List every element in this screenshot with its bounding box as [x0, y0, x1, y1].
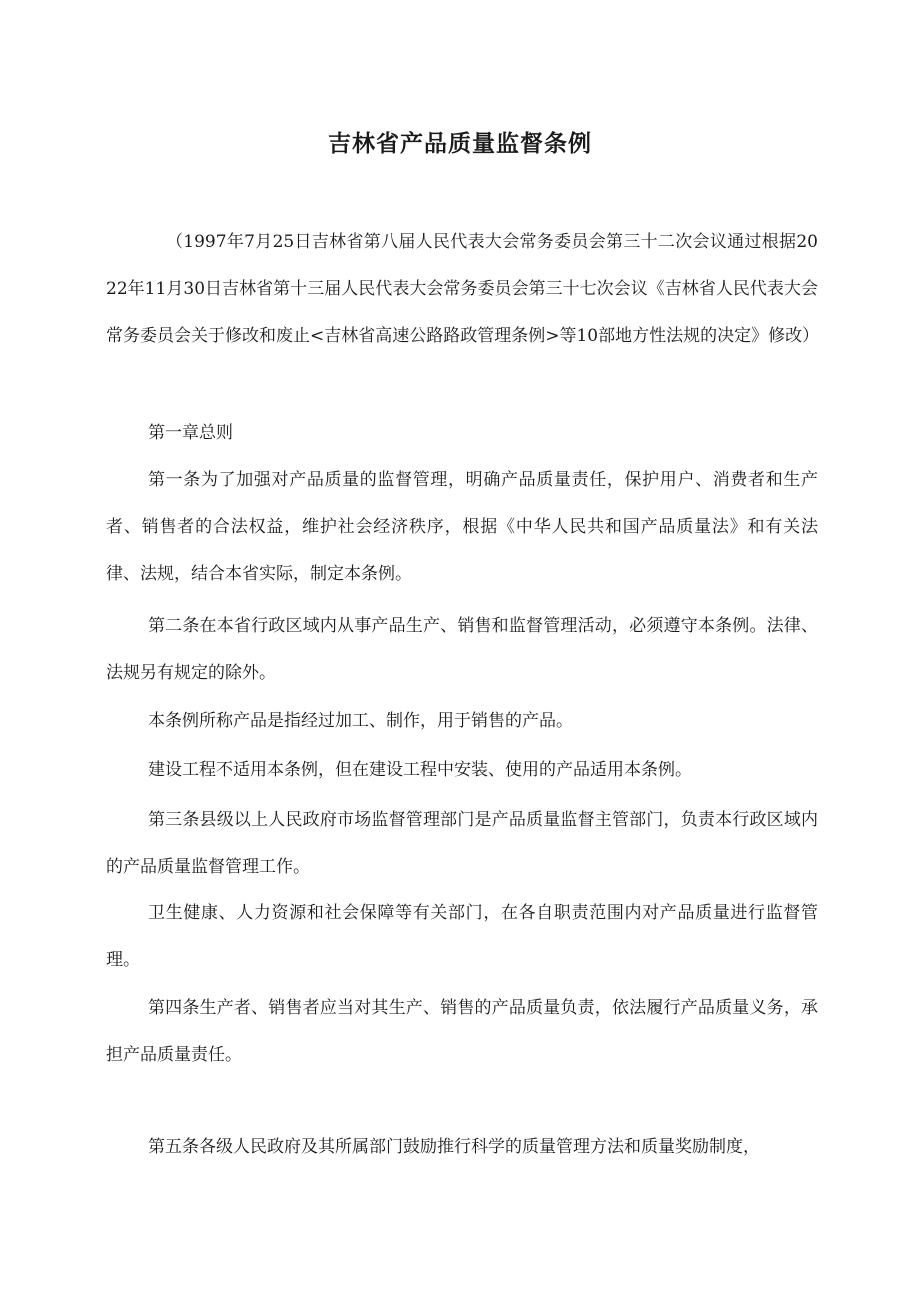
document-title: 吉林省产品质量监督条例	[328, 131, 592, 157]
article-1: 第一条为了加强对产品质量的监督管理，明确产品质量责任，保护用户、消费者和生产者、销售者的合法权益，维护社会经济秩序，根据《中华人民共和国产品质量法》和有关法律、法规，结合本省实际，制定本条例。	[106, 470, 818, 584]
article-3-para-2: 卫生健康、人力资源和社会保障等有关部门，在各自职责范围内对产品质量进行监督管理。	[106, 903, 818, 970]
chapter-heading: 第一章总则	[148, 423, 233, 443]
article-3: 第三条县级以上人民政府市场监督管理部门是产品质量监督主管部门，负责本行政区域内的产品质量监督管理工作。	[106, 810, 818, 877]
article-4: 第四条生产者、销售者应当对其生产、销售的产品质量负责，依法履行产品质量义务，承担产品质量责任。	[106, 998, 818, 1065]
article-2-para-3: 建设工程不适用本条例，但在建设工程中安装、使用的产品适用本条例。	[148, 760, 692, 780]
article-2: 第二条在本省行政区域内从事产品生产、销售和监督管理活动，必须遵守本条例。法律、法规另有规定的除外。	[106, 616, 818, 683]
article-5: 第五条各级人民政府及其所属部门鼓励推行科学的质量管理方法和质量奖励制度，	[148, 1137, 760, 1157]
amendment-note: （1997年7月25日吉林省第八届人民代表大会常务委员会第三十二次会议通过根据2022年11月30日吉林省第十三届人民代表大会常务委员会第三十七次会议《吉林省人民代表大会常务委员会关于修改和废止<吉林省高速公路路政管理条例>等10部地方性法规的决定》修改）	[106, 232, 820, 346]
article-2-para-2: 本条例所称产品是指经过加工、制作，用于销售的产品。	[148, 711, 573, 731]
